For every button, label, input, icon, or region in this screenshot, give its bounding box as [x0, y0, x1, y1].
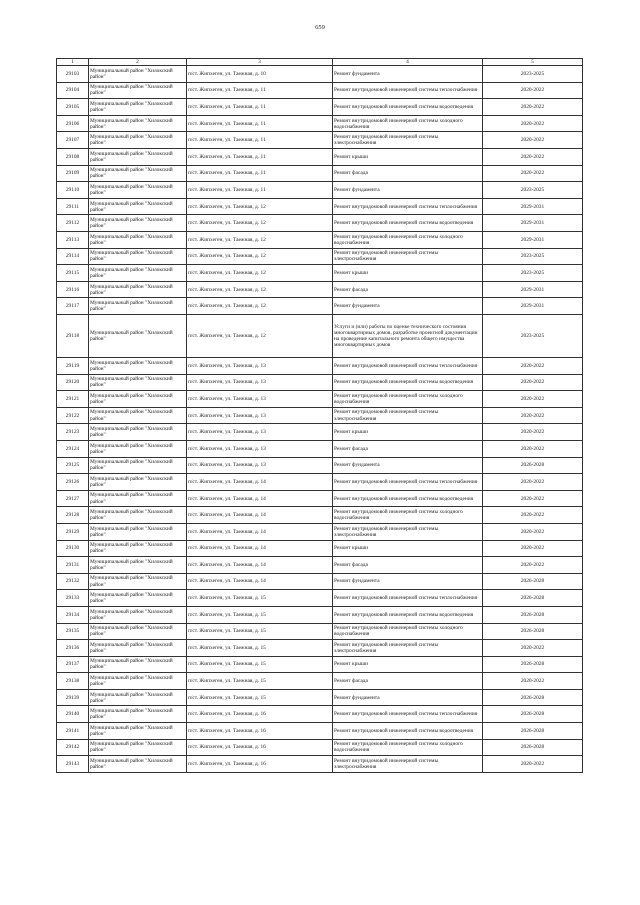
- address-cell: п/ст. Жипхеген, ул. Таежная, д. 14: [187, 540, 333, 557]
- work-type-cell: Ремонт фасада: [333, 281, 483, 298]
- district-cell: Муниципальный район "Хилокский район": [89, 198, 187, 215]
- row-number: 29118: [57, 315, 89, 358]
- district-cell: Муниципальный район "Хилокский район": [89, 407, 187, 424]
- district-cell: Муниципальный район "Хилокский район": [89, 490, 187, 507]
- address-cell: п/ст. Жипхеген, ул. Таежная, д. 12: [187, 265, 333, 282]
- address-cell: п/ст. Жипхеген, ул. Таежная, д. 13: [187, 358, 333, 375]
- table-row: [57, 457, 583, 474]
- table-row: [57, 115, 583, 132]
- period-cell: 2020-2022: [483, 540, 583, 557]
- work-type-cell: Ремонт внутридомовой инженерной системы теплоснабжения: [333, 474, 483, 491]
- work-type-cell: Ремонт фасада: [333, 557, 483, 574]
- address-cell: п/ст. Жипхеген, ул. Таежная, д. 12: [187, 198, 333, 215]
- period-cell: 2029-2031: [483, 298, 583, 315]
- work-type-cell: Ремонт фасада: [333, 673, 483, 690]
- work-type-cell: Ремонт фундамента: [333, 182, 483, 199]
- table-row: [57, 424, 583, 441]
- row-number: 29134: [57, 606, 89, 623]
- address-cell: п/ст. Жипхеген, ул. Таежная, д. 16: [187, 756, 333, 773]
- table-row: [57, 756, 583, 773]
- period-cell: 2020-2022: [483, 490, 583, 507]
- row-number: 29131: [57, 557, 89, 574]
- table-row: [57, 248, 583, 265]
- address-cell: п/ст. Жипхеген, ул. Таежная, д. 11: [187, 165, 333, 182]
- address-cell: п/ст. Жипхеген, ул. Таежная, д. 12: [187, 215, 333, 232]
- address-cell: п/ст. Жипхеген, ул. Таежная, д. 14: [187, 490, 333, 507]
- column-number: 4: [333, 59, 483, 66]
- period-cell: 2020-2022: [483, 132, 583, 149]
- row-number: 29124: [57, 440, 89, 457]
- address-cell: п/ст. Жипхеген, ул. Таежная, д. 10: [187, 66, 333, 83]
- address-cell: п/ст. Жипхеген, ул. Таежная, д. 13: [187, 391, 333, 408]
- table-row: [57, 523, 583, 540]
- table-row: [57, 358, 583, 375]
- table-row: [57, 165, 583, 182]
- address-cell: п/ст. Жипхеген, ул. Таежная, д. 16: [187, 739, 333, 756]
- district-cell: Муниципальный район "Хилокский район": [89, 99, 187, 116]
- district-cell: Муниципальный район "Хилокский район": [89, 248, 187, 265]
- district-cell: Муниципальный район "Хилокский район": [89, 540, 187, 557]
- work-type-cell: Ремонт внутридомовой инженерной системы теплоснабжения: [333, 82, 483, 99]
- period-cell: 2029-2031: [483, 198, 583, 215]
- work-type-cell: Ремонт внутридомовой инженерной системы водоотведения: [333, 606, 483, 623]
- address-cell: п/ст. Жипхеген, ул. Таежная, д. 11: [187, 182, 333, 199]
- district-cell: Муниципальный район "Хилокский район": [89, 149, 187, 166]
- table-row: [57, 215, 583, 232]
- address-cell: п/ст. Жипхеген, ул. Таежная, д. 14: [187, 523, 333, 540]
- table-row: [57, 66, 583, 83]
- work-type-cell: Ремонт внутридомовой инженерной системы водоотведения: [333, 490, 483, 507]
- work-type-cell: Ремонт крыши: [333, 656, 483, 673]
- work-type-cell: Ремонт внутридомовой инженерной системы водоотведения: [333, 99, 483, 116]
- work-type-cell: Ремонт внутридомовой инженерной системы холодного водоснабжения: [333, 391, 483, 408]
- table-row: [57, 606, 583, 623]
- period-cell: 2020-2022: [483, 474, 583, 491]
- period-cell: 2026-2028: [483, 656, 583, 673]
- address-cell: п/ст. Жипхеген, ул. Таежная, д. 13: [187, 407, 333, 424]
- table-row: [57, 198, 583, 215]
- period-cell: 2020-2022: [483, 99, 583, 116]
- row-number: 29109: [57, 165, 89, 182]
- table-row: [57, 474, 583, 491]
- work-type-cell: Ремонт внутридомовой инженерной системы водоотведения: [333, 215, 483, 232]
- row-number: 29120: [57, 374, 89, 391]
- table-row: [57, 298, 583, 315]
- work-type-cell: Ремонт крыши: [333, 540, 483, 557]
- table-row: [57, 391, 583, 408]
- district-cell: Муниципальный район "Хилокский район": [89, 706, 187, 723]
- period-cell: 2023-2025: [483, 182, 583, 199]
- district-cell: Муниципальный район "Хилокский район": [89, 656, 187, 673]
- period-cell: 2026-2028: [483, 689, 583, 706]
- row-number: 29140: [57, 706, 89, 723]
- period-cell: 2020-2022: [483, 640, 583, 657]
- period-cell: 2026-2028: [483, 723, 583, 740]
- address-cell: п/ст. Жипхеген, ул. Таежная, д. 15: [187, 623, 333, 640]
- district-cell: Муниципальный район "Хилокский район": [89, 66, 187, 83]
- row-number: 29127: [57, 490, 89, 507]
- period-cell: 2020-2022: [483, 165, 583, 182]
- district-cell: Муниципальный район "Хилокский район": [89, 132, 187, 149]
- table-row: [57, 490, 583, 507]
- table-row: [57, 315, 583, 358]
- district-cell: Муниципальный район "Хилокский район": [89, 440, 187, 457]
- period-cell: 2029-2031: [483, 232, 583, 249]
- row-number: 29121: [57, 391, 89, 408]
- period-cell: 2020-2022: [483, 407, 583, 424]
- row-number: 29125: [57, 457, 89, 474]
- column-number: 3: [187, 59, 333, 66]
- period-cell: 2020-2022: [483, 673, 583, 690]
- address-cell: п/ст. Жипхеген, ул. Таежная, д. 15: [187, 590, 333, 607]
- table-row: [57, 557, 583, 574]
- table-row: [57, 640, 583, 657]
- address-cell: п/ст. Жипхеген, ул. Таежная, д. 13: [187, 440, 333, 457]
- district-cell: Муниципальный район "Хилокский район": [89, 640, 187, 657]
- period-cell: 2020-2022: [483, 149, 583, 166]
- address-cell: п/ст. Жипхеген, ул. Таежная, д. 14: [187, 573, 333, 590]
- work-type-cell: Ремонт внутридомовой инженерной системы электроснабжения: [333, 640, 483, 657]
- repair-schedule-table: [56, 58, 583, 773]
- address-cell: п/ст. Жипхеген, ул. Таежная, д. 15: [187, 689, 333, 706]
- row-number: 29136: [57, 640, 89, 657]
- row-number: 29119: [57, 358, 89, 375]
- work-type-cell: Ремонт внутридомовой инженерной системы холодного водоснабжения: [333, 507, 483, 524]
- work-type-cell: Ремонт внутридомовой инженерной системы теплоснабжения: [333, 590, 483, 607]
- district-cell: Муниципальный район "Хилокский район": [89, 358, 187, 375]
- table-row: [57, 689, 583, 706]
- period-cell: 2026-2028: [483, 590, 583, 607]
- work-type-cell: Ремонт фундамента: [333, 573, 483, 590]
- period-cell: 2026-2028: [483, 606, 583, 623]
- address-cell: п/ст. Жипхеген, ул. Таежная, д. 14: [187, 557, 333, 574]
- table-row: [57, 590, 583, 607]
- row-number: 29110: [57, 182, 89, 199]
- row-number: 29114: [57, 248, 89, 265]
- district-cell: Муниципальный район "Хилокский район": [89, 739, 187, 756]
- work-type-cell: Ремонт внутридомовой инженерной системы электроснабжения: [333, 132, 483, 149]
- district-cell: Муниципальный район "Хилокский район": [89, 689, 187, 706]
- district-cell: Муниципальный район "Хилокский район": [89, 215, 187, 232]
- work-type-cell: Ремонт внутридомовой инженерной системы холодного водоснабжения: [333, 739, 483, 756]
- column-number: 2: [89, 59, 187, 66]
- period-cell: 2023-2025: [483, 66, 583, 83]
- address-cell: п/ст. Жипхеген, ул. Таежная, д. 13: [187, 424, 333, 441]
- work-type-cell: Ремонт внутридомовой инженерной системы теплоснабжения: [333, 706, 483, 723]
- work-type-cell: Ремонт внутридомовой инженерной системы теплоснабжения: [333, 358, 483, 375]
- district-cell: Муниципальный район "Хилокский район": [89, 590, 187, 607]
- period-cell: 2020-2022: [483, 756, 583, 773]
- district-cell: Муниципальный район "Хилокский район": [89, 673, 187, 690]
- row-number: 29112: [57, 215, 89, 232]
- period-cell: 2020-2022: [483, 557, 583, 574]
- table-row: [57, 723, 583, 740]
- work-type-cell: Ремонт внутридомовой инженерной системы холодного водоснабжения: [333, 232, 483, 249]
- period-cell: 2020-2022: [483, 358, 583, 375]
- address-cell: п/ст. Жипхеген, ул. Таежная, д. 16: [187, 723, 333, 740]
- table-row: [57, 232, 583, 249]
- table-row: [57, 281, 583, 298]
- column-number-row: [57, 59, 583, 66]
- district-cell: Муниципальный район "Хилокский район": [89, 573, 187, 590]
- table-row: [57, 132, 583, 149]
- period-cell: 2026-2028: [483, 457, 583, 474]
- address-cell: п/ст. Жипхеген, ул. Таежная, д. 14: [187, 474, 333, 491]
- column-number: 5: [483, 59, 583, 66]
- table-row: [57, 440, 583, 457]
- period-cell: 2023-2025: [483, 248, 583, 265]
- row-number: 29143: [57, 756, 89, 773]
- district-cell: Муниципальный район "Хилокский район": [89, 298, 187, 315]
- table-row: [57, 739, 583, 756]
- address-cell: п/ст. Жипхеген, ул. Таежная, д. 11: [187, 149, 333, 166]
- table-row: [57, 265, 583, 282]
- table-row: [57, 407, 583, 424]
- district-cell: Муниципальный район "Хилокский район": [89, 756, 187, 773]
- table-row: [57, 573, 583, 590]
- period-cell: 2020-2022: [483, 115, 583, 132]
- district-cell: Муниципальный район "Хилокский район": [89, 424, 187, 441]
- row-number: 29113: [57, 232, 89, 249]
- work-type-cell: Ремонт крыши: [333, 424, 483, 441]
- table-row: [57, 82, 583, 99]
- row-number: 29137: [57, 656, 89, 673]
- district-cell: Муниципальный район "Хилокский район": [89, 391, 187, 408]
- address-cell: п/ст. Жипхеген, ул. Таежная, д. 12: [187, 315, 333, 358]
- period-cell: 2020-2022: [483, 374, 583, 391]
- address-cell: п/ст. Жипхеген, ул. Таежная, д. 13: [187, 457, 333, 474]
- address-cell: п/ст. Жипхеген, ул. Таежная, д. 16: [187, 706, 333, 723]
- work-type-cell: Ремонт внутридомовой инженерной системы холодного водоснабжения: [333, 115, 483, 132]
- district-cell: Муниципальный район "Хилокский район": [89, 182, 187, 199]
- period-cell: 2023-2025: [483, 315, 583, 358]
- period-cell: 2020-2022: [483, 440, 583, 457]
- address-cell: п/ст. Жипхеген, ул. Таежная, д. 11: [187, 115, 333, 132]
- row-number: 29107: [57, 132, 89, 149]
- address-cell: п/ст. Жипхеген, ул. Таежная, д. 12: [187, 248, 333, 265]
- work-type-cell: Услуги и (или) работы по оценке технического состояния многоквартирных домов, разработке проектной документации на проведение капитального ремонта общего имущества многоквартирных домов: [333, 315, 483, 358]
- row-number: 29104: [57, 82, 89, 99]
- district-cell: Муниципальный район "Хилокский район": [89, 457, 187, 474]
- district-cell: Муниципальный район "Хилокский район": [89, 606, 187, 623]
- table-row: [57, 182, 583, 199]
- work-type-cell: Ремонт крыши: [333, 149, 483, 166]
- district-cell: Муниципальный район "Хилокский район": [89, 507, 187, 524]
- period-cell: 2020-2022: [483, 391, 583, 408]
- row-number: 29141: [57, 723, 89, 740]
- address-cell: п/ст. Жипхеген, ул. Таежная, д. 13: [187, 374, 333, 391]
- address-cell: п/ст. Жипхеген, ул. Таежная, д. 15: [187, 673, 333, 690]
- address-cell: п/ст. Жипхеген, ул. Таежная, д. 15: [187, 640, 333, 657]
- work-type-cell: Ремонт фундамента: [333, 66, 483, 83]
- row-number: 29106: [57, 115, 89, 132]
- work-type-cell: Ремонт внутридомовой инженерной системы холодного водоснабжения: [333, 623, 483, 640]
- address-cell: п/ст. Жипхеген, ул. Таежная, д. 14: [187, 507, 333, 524]
- address-cell: п/ст. Жипхеген, ул. Таежная, д. 12: [187, 298, 333, 315]
- period-cell: 2026-2028: [483, 706, 583, 723]
- period-cell: 2026-2028: [483, 573, 583, 590]
- district-cell: Муниципальный район "Хилокский район": [89, 557, 187, 574]
- row-number: 29123: [57, 424, 89, 441]
- district-cell: Муниципальный район "Хилокский район": [89, 374, 187, 391]
- address-cell: п/ст. Жипхеген, ул. Таежная, д. 11: [187, 99, 333, 116]
- table-row: [57, 540, 583, 557]
- row-number: 29115: [57, 265, 89, 282]
- row-number: 29135: [57, 623, 89, 640]
- district-cell: Муниципальный район "Хилокский район": [89, 82, 187, 99]
- table-row: [57, 507, 583, 524]
- row-number: 29126: [57, 474, 89, 491]
- period-cell: 2026-2028: [483, 623, 583, 640]
- work-type-cell: Ремонт внутридомовой инженерной системы электроснабжения: [333, 756, 483, 773]
- work-type-cell: Ремонт фундамента: [333, 689, 483, 706]
- period-cell: 2026-2028: [483, 739, 583, 756]
- work-type-cell: Ремонт фасада: [333, 165, 483, 182]
- row-number: 29116: [57, 281, 89, 298]
- district-cell: Муниципальный район "Хилокский район": [89, 232, 187, 249]
- period-cell: 2023-2025: [483, 265, 583, 282]
- district-cell: Муниципальный район "Хилокский район": [89, 523, 187, 540]
- district-cell: Муниципальный район "Хилокский район": [89, 315, 187, 358]
- work-type-cell: Ремонт внутридомовой инженерной системы электроснабжения: [333, 523, 483, 540]
- row-number: 29111: [57, 198, 89, 215]
- row-number: 29117: [57, 298, 89, 315]
- row-number: 29108: [57, 149, 89, 166]
- period-cell: 2020-2022: [483, 82, 583, 99]
- address-cell: п/ст. Жипхеген, ул. Таежная, д. 11: [187, 132, 333, 149]
- period-cell: 2020-2022: [483, 523, 583, 540]
- address-cell: п/ст. Жипхеген, ул. Таежная, д. 15: [187, 656, 333, 673]
- row-number: 29128: [57, 507, 89, 524]
- table-row: [57, 656, 583, 673]
- table-row: [57, 374, 583, 391]
- work-type-cell: Ремонт внутридомовой инженерной системы теплоснабжения: [333, 198, 483, 215]
- page-number: 659: [315, 24, 325, 31]
- work-type-cell: Ремонт фасада: [333, 440, 483, 457]
- table-row: [57, 623, 583, 640]
- period-cell: 2029-2031: [483, 215, 583, 232]
- period-cell: 2020-2022: [483, 424, 583, 441]
- row-number: 29142: [57, 739, 89, 756]
- column-number: 1: [57, 59, 89, 66]
- table-row: [57, 149, 583, 166]
- row-number: 29105: [57, 99, 89, 116]
- period-cell: 2020-2022: [483, 507, 583, 524]
- work-type-cell: Ремонт крыши: [333, 265, 483, 282]
- work-type-cell: Ремонт внутридомовой инженерной системы водоотведения: [333, 374, 483, 391]
- address-cell: п/ст. Жипхеген, ул. Таежная, д. 15: [187, 606, 333, 623]
- table-row: [57, 673, 583, 690]
- address-cell: п/ст. Жипхеген, ул. Таежная, д. 11: [187, 82, 333, 99]
- work-type-cell: Ремонт внутридомовой инженерной системы электроснабжения: [333, 248, 483, 265]
- row-number: 29132: [57, 573, 89, 590]
- row-number: 29129: [57, 523, 89, 540]
- period-cell: 2029-2031: [483, 281, 583, 298]
- table-row: [57, 99, 583, 116]
- district-cell: Муниципальный район "Хилокский район": [89, 723, 187, 740]
- row-number: 29103: [57, 66, 89, 83]
- address-cell: п/ст. Жипхеген, ул. Таежная, д. 12: [187, 232, 333, 249]
- district-cell: Муниципальный район "Хилокский район": [89, 281, 187, 298]
- work-type-cell: Ремонт внутридомовой инженерной системы электроснабжения: [333, 407, 483, 424]
- row-number: 29130: [57, 540, 89, 557]
- row-number: 29122: [57, 407, 89, 424]
- row-number: 29138: [57, 673, 89, 690]
- table-row: [57, 706, 583, 723]
- district-cell: Муниципальный район "Хилокский район": [89, 474, 187, 491]
- district-cell: Муниципальный район "Хилокский район": [89, 115, 187, 132]
- row-number: 29139: [57, 689, 89, 706]
- row-number: 29133: [57, 590, 89, 607]
- work-type-cell: Ремонт фундамента: [333, 457, 483, 474]
- district-cell: Муниципальный район "Хилокский район": [89, 623, 187, 640]
- work-type-cell: Ремонт внутридомовой инженерной системы водоотведения: [333, 723, 483, 740]
- district-cell: Муниципальный район "Хилокский район": [89, 165, 187, 182]
- district-cell: Муниципальный район "Хилокский район": [89, 265, 187, 282]
- address-cell: п/ст. Жипхеген, ул. Таежная, д. 12: [187, 281, 333, 298]
- work-type-cell: Ремонт фундамента: [333, 298, 483, 315]
